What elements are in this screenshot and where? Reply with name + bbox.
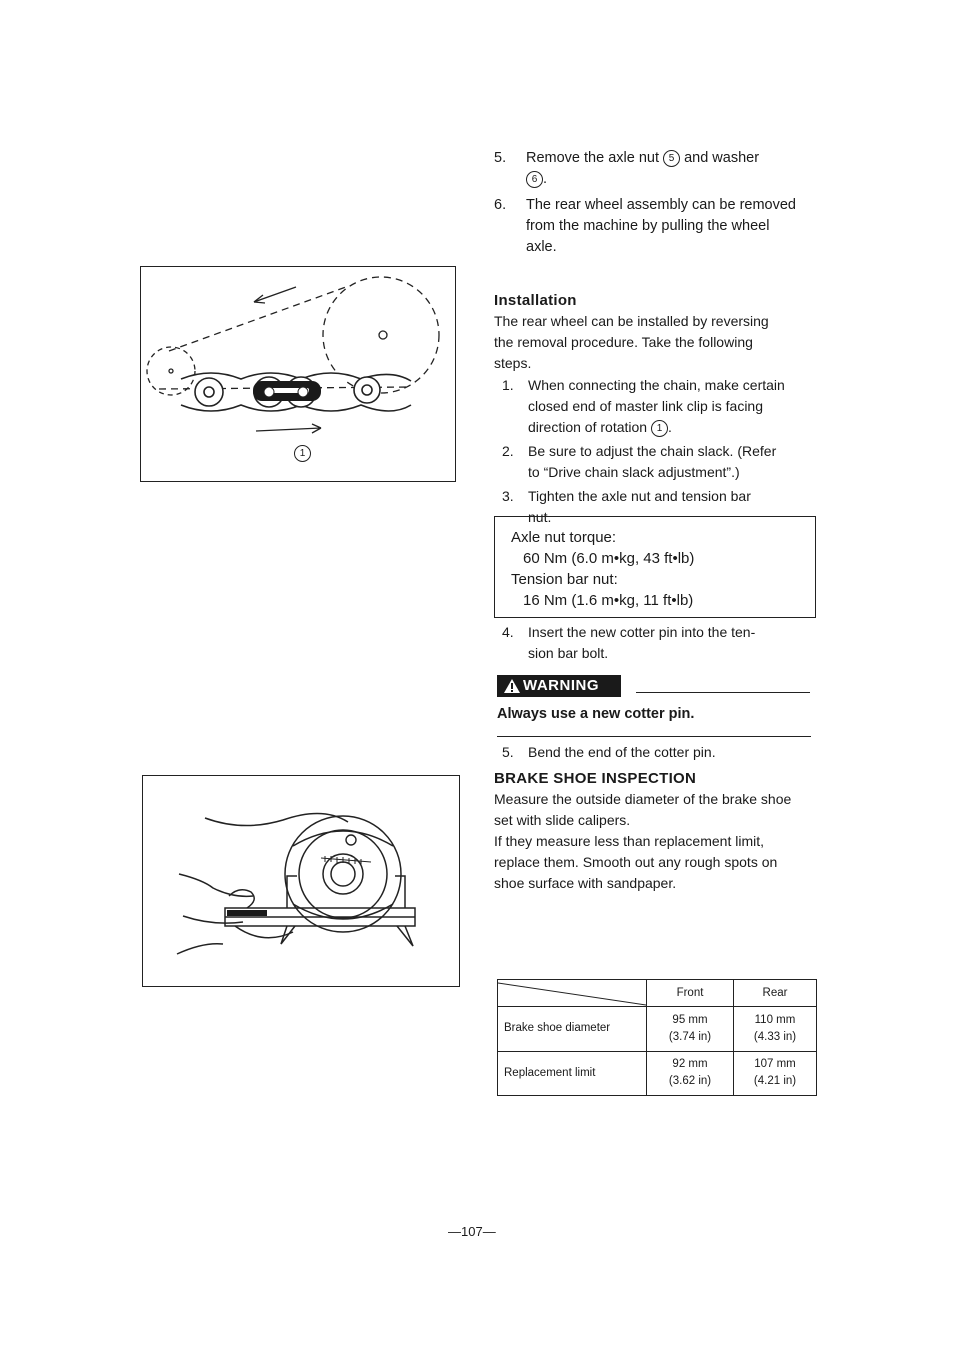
step-text: and washer [684, 150, 760, 166]
intro-line: the removal procedure. Take the following [494, 334, 753, 350]
cell-value: 110 mm [754, 1013, 796, 1026]
step-number: 2. [502, 443, 514, 459]
brake-shoe-measurement-figure [142, 775, 460, 987]
page-number: —107— [448, 1224, 496, 1239]
ref-callout: 6 [526, 171, 543, 188]
step-text: When connecting the chain, make certain [528, 377, 785, 393]
step-number: 6. [494, 197, 507, 213]
removal-steps [494, 148, 816, 258]
diagonal-line [498, 980, 646, 1007]
installation-intro [494, 311, 816, 374]
cell-value: (3.62 in) [668, 1075, 712, 1088]
cell-value: (4.33 in) [753, 1030, 797, 1043]
para-line: Measure the outside diameter of the brake shoe [494, 791, 792, 807]
step-text: nut. [528, 509, 552, 525]
para-line: set with slide calipers. [494, 812, 631, 828]
cell-rear [734, 1007, 817, 1052]
step-text: to “Drive chain slack adjustment”.) [528, 464, 740, 480]
step-text: Tighten the axle nut and tension bar [528, 488, 751, 504]
intro-line: The rear wheel can be installed by reversing [494, 313, 769, 329]
para-line: shoe surface with sandpaper. [494, 875, 677, 891]
installation-section [494, 290, 816, 528]
step-text: sion bar bolt. [528, 645, 609, 661]
step-text: . [667, 419, 672, 435]
table-corner-cell [498, 980, 647, 1007]
cell-value: (4.21 in) [753, 1075, 797, 1088]
install-step-2 [494, 441, 816, 483]
para-line: replace them. Smooth out any rough spots on [494, 854, 778, 870]
step-6 [494, 195, 816, 258]
brake-shoe-section [494, 742, 816, 894]
step-text: Remove the axle nut [526, 150, 659, 166]
step-5 [494, 148, 816, 190]
step-number: 1. [502, 377, 514, 393]
step-text: from the machine by pulling the wheel [526, 218, 770, 234]
brake-shoe-text [494, 789, 816, 894]
para-line: If they measure less than replacement limit, [494, 833, 765, 849]
install-step-5 [494, 742, 816, 763]
step-number: 5. [502, 744, 514, 760]
install-step-1 [494, 375, 816, 438]
warning-text: Always use a new cotter pin. [497, 706, 695, 722]
install-step-4 [494, 622, 816, 664]
ref-callout: 1 [651, 420, 668, 437]
step-number: 3. [502, 488, 514, 504]
warning-label: WARNING [523, 677, 599, 694]
step-text: direction of rotation [528, 419, 648, 435]
intro-line: steps. [494, 355, 532, 371]
header-front: Front [647, 980, 734, 1007]
table-header-row [498, 980, 817, 1007]
row-label: Brake shoe diameter [498, 1007, 647, 1052]
brake-shoe-table [497, 979, 817, 1096]
axle-torque-value: 60 Nm (6.0 m•kg, 43 ft•lb) [523, 550, 695, 567]
step-4-block [494, 622, 816, 664]
header-rear: Rear [734, 980, 817, 1007]
cell-front [647, 1007, 734, 1052]
table-row [498, 1007, 817, 1052]
torque-spec-box [494, 516, 816, 618]
rotation-callout: 1 [294, 445, 311, 462]
step-text: The rear wheel assembly can be removed [526, 197, 796, 213]
installation-heading: Installation [494, 292, 577, 309]
step-text: . [543, 171, 548, 187]
chain-diagram-figure [140, 266, 456, 482]
cell-front [647, 1051, 734, 1096]
warning-badge [497, 675, 621, 697]
cell-rear [734, 1051, 817, 1096]
cell-value: (3.74 in) [668, 1030, 712, 1043]
step-text: Insert the new cotter pin into the ten- [528, 624, 756, 640]
ref-callout: 5 [663, 150, 680, 167]
warning-triangle-icon [503, 678, 521, 694]
step-number: 5. [494, 150, 507, 166]
step-text: closed end of master link clip is facing [528, 398, 763, 414]
brake-shoe-heading: BRAKE SHOE INSPECTION [494, 770, 697, 787]
tension-nut-label: Tension bar nut: [511, 571, 618, 588]
row-label: Replacement limit [498, 1051, 647, 1096]
step-text: Be sure to adjust the chain slack. (Refer [528, 443, 777, 459]
table-row [498, 1051, 817, 1096]
cell-value: 92 mm [672, 1058, 708, 1071]
step-text: axle. [526, 239, 557, 255]
axle-torque-label: Axle nut torque: [511, 529, 617, 546]
step-text: Bend the end of the cotter pin. [528, 744, 716, 760]
warning-rule [636, 692, 810, 693]
tension-nut-value: 16 Nm (1.6 m•kg, 11 ft•lb) [523, 592, 694, 609]
warning-bottom-rule [497, 736, 811, 737]
step-number: 4. [502, 624, 514, 640]
cell-value: 95 mm [672, 1013, 708, 1026]
cell-value: 107 mm [754, 1058, 796, 1071]
caliper-drawing [143, 776, 461, 988]
